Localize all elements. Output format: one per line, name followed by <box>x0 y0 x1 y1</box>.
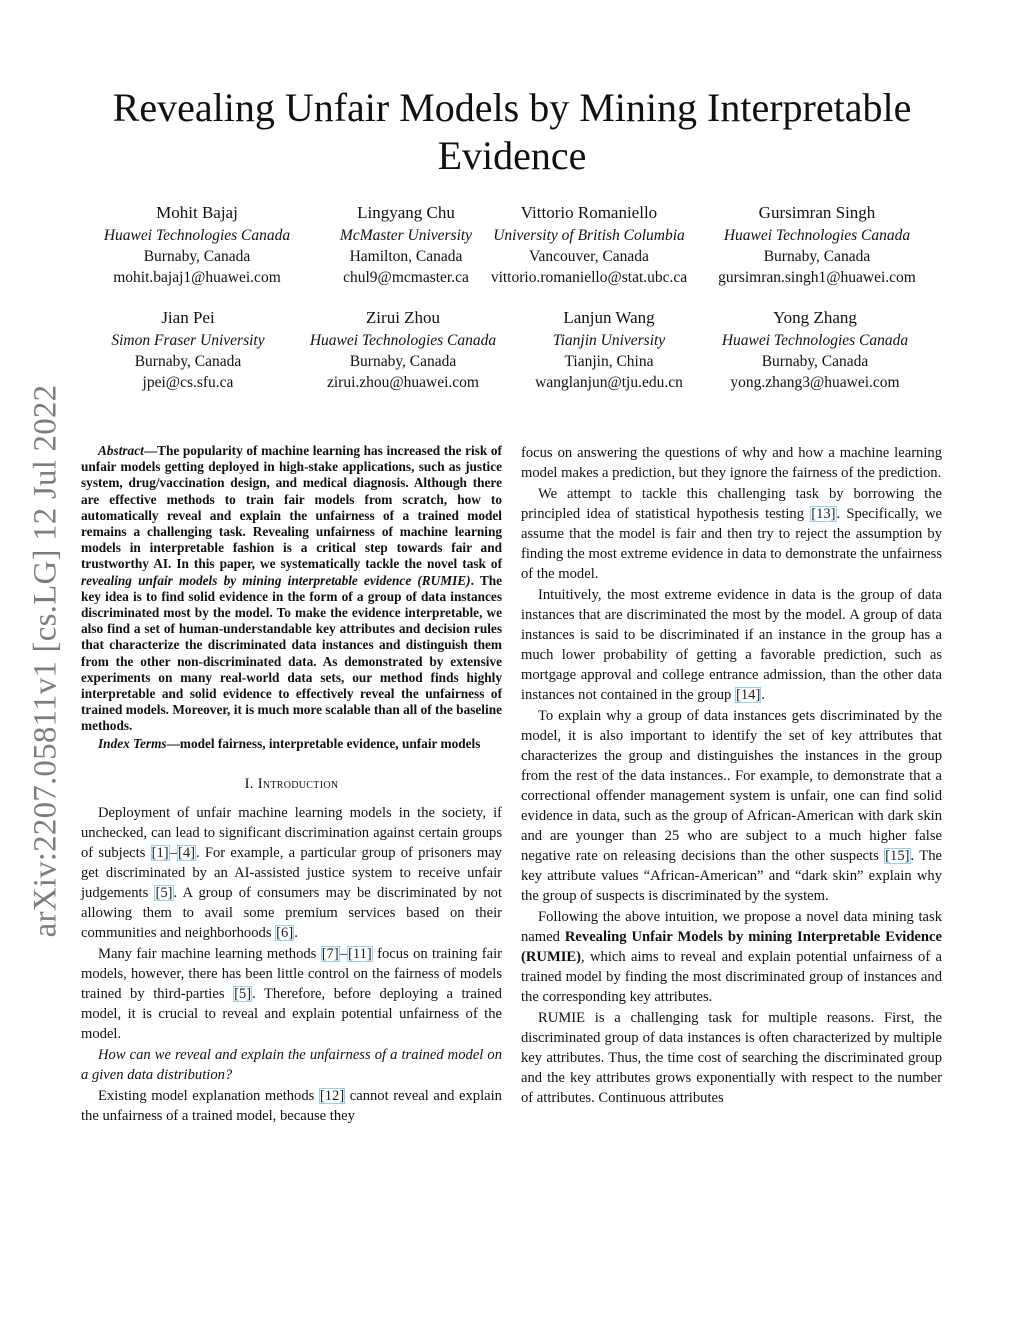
author-block <box>700 306 930 393</box>
paragraph: RUMIE is a challenging task for multiple reasons. First, the discriminated group of data instances is often characterized by multiple key attributes. Thus, the time cost of searching the discriminated group and the key attributes grows exponentially with respect to the number of attributes. Continuous attributes <box>521 1010 942 1106</box>
author-affiliation: McMaster University <box>339 227 473 244</box>
author-name: Yong Zhang <box>773 308 857 327</box>
author-email: jpei@cs.sfu.ca <box>142 374 234 391</box>
paragraph: Many fair machine learning methods [7]–[11] focus on training fair models, however, there has been little control on the fairness of models trained by third-parties [5]. Therefore, before deploying a trained model, it is crucial to reveal and explain potential unfairness of the model. <box>81 945 502 1042</box>
author-name: Lingyang Chu <box>357 203 455 222</box>
author-location: Burnaby, Canada <box>143 248 251 265</box>
citation-link[interactable]: [13] <box>811 506 836 522</box>
author-affiliation: University of British Columbia <box>493 227 685 244</box>
author-email: vittorio.romaniello@stat.ubc.ca <box>490 269 688 286</box>
arxiv-identifier-stamp <box>22 366 70 956</box>
left-column <box>81 443 502 1127</box>
author-location: Burnaby, Canada <box>134 353 242 370</box>
author-block <box>494 306 724 393</box>
paragraph: We attempt to tackle this challenging task by borrowing the principled idea of statistical hypothesis testing [13]. Specifically, we assume that the model is fair and then try to reject the assumption by finding the most extreme evidence in data to demonstrate the unfairness of the model. <box>521 486 942 582</box>
author-block <box>82 201 312 288</box>
author-location: Vancouver, Canada <box>529 248 649 265</box>
author-block <box>702 201 932 288</box>
paper-title: Revealing Unfair Models by Mining Interpretable Evidence <box>112 85 912 178</box>
citation-link[interactable]: [5] <box>155 884 173 901</box>
author-location: Burnaby, Canada <box>763 248 871 265</box>
author-email: gursimran.singh1@huawei.com <box>718 269 916 286</box>
author-name: Lanjun Wang <box>563 308 655 327</box>
citation-link[interactable]: [14] <box>736 687 761 703</box>
task-name: Revealing Unfair Models by mining Interpretable Evidence (RUMIE) <box>521 929 942 965</box>
citation-link[interactable]: [4] <box>177 844 195 861</box>
abstract-label: Abstract <box>98 443 144 458</box>
paragraph: Intuitively, the most extreme evidence in data is the group of data instances that are discriminated the most by the model. A group of data instances is said to be discriminated if an instance in the group has a much lower probability of getting a favorable prediction, such as mortgage approval and college entrance admission, than the other data instances not contained in the group [14]. <box>521 587 942 703</box>
author-location: Hamilton, Canada <box>349 248 463 265</box>
author-name: Zirui Zhou <box>365 308 441 327</box>
citation-link[interactable]: [15] <box>885 848 910 864</box>
author-affiliation: Tianjin University <box>552 332 666 349</box>
citation-link[interactable]: [1] <box>151 844 169 861</box>
paragraph: focus on answering the questions of why and how a machine learning model makes a prediction, but they ignore the fairness of the prediction. <box>521 445 942 481</box>
author-email: chul9@mcmaster.ca <box>343 269 469 286</box>
paragraph: To explain why a group of data instances gets discriminated by the model, it is also important to identify the set of key attributes that characterizes the group and distinguishes the instances in the group from the rest of the data instances.. For example, to demonstrate that a correctional offender management system is unfair, one can find solid evidence in data, such as the group of African-American with dark skin and are younger than 25 who are subject to a much higher false negative rate on releasing decisions than the other suspects [15]. The key attribute values “African-American” and “dark skin” explain why the group of suspects is discriminated by the system. <box>521 708 942 904</box>
paragraph: Existing model explanation methods [12] cannot reveal and explain the unfairness of a trained model, because they <box>81 1087 502 1124</box>
author-name: Gursimran Singh <box>758 203 876 222</box>
author-location: Burnaby, Canada <box>761 353 869 370</box>
citation-link[interactable]: [7] <box>321 945 339 962</box>
citation-link[interactable]: [6] <box>276 924 294 941</box>
research-question: How can we reveal and explain the unfairness of a trained model on a given data distribution? <box>81 1046 502 1083</box>
author-affiliation: Huawei Technologies Canada <box>103 227 291 244</box>
author-name: Mohit Bajaj <box>156 203 238 222</box>
author-block <box>73 306 303 393</box>
author-email: yong.zhang3@huawei.com <box>730 374 900 391</box>
author-email: wanglanjun@tju.edu.cn <box>535 374 683 391</box>
arxiv-identifier-text: arXiv:2207.05811v1 [cs.LG] 12 Jul 2022 <box>27 384 64 938</box>
index-terms: Index Terms—model fairness, interpretable evidence, unfair models <box>98 735 481 751</box>
author-affiliation: Huawei Technologies Canada <box>721 332 909 349</box>
citation-link[interactable]: [5] <box>234 985 252 1002</box>
citation-link[interactable]: [11] <box>348 945 372 962</box>
author-affiliation: Huawei Technologies Canada <box>309 332 497 349</box>
author-affiliation: Huawei Technologies Canada <box>723 227 911 244</box>
author-affiliation: Simon Fraser University <box>111 332 265 349</box>
abstract-emphasis: revealing unfair models by mining interpretable evidence (RUMIE) <box>81 572 471 588</box>
section-heading: I. Introduction <box>244 775 339 792</box>
author-location: Tianjin, China <box>564 353 654 370</box>
author-block <box>288 306 518 393</box>
paragraph: Following the above intuition, we propose a novel data mining task named Revealing Unfair Models by mining Interpretable Evidence (RUMIE), which aims to reveal and explain potential unfairness of a trained model by finding the most discriminated group of instances and the corresponding key attributes. <box>521 909 942 1005</box>
author-email: mohit.bajaj1@huawei.com <box>113 269 281 286</box>
author-name: Vittorio Romaniello <box>520 203 658 222</box>
right-column <box>521 443 942 1109</box>
author-email: zirui.zhou@huawei.com <box>326 374 479 391</box>
citation-link[interactable]: [12] <box>319 1087 345 1104</box>
author-name: Jian Pei <box>161 308 215 327</box>
index-terms-label: Index Terms <box>98 735 167 751</box>
author-block <box>474 201 704 288</box>
abstract: Abstract—The popularity of machine learning has increased the risk of unfair models getting deployed in high-stake applications, such as justice system, drug/vaccination design, and medical diagnosis. Although there are effective methods to train fair models from scratch, how to automatically reveal and explain the unfairness of a trained model remains a challenging task. Revealing unfairness of machine learning models in interpretable fashion is a critical step towards fair and trustworthy AI. In this paper, we systematically tackle the novel task of revealing unfair models by mining interpretable evidence (RUMIE). The key idea is to find solid evidence in the form of a group of data instances discriminated most by the model. To make the evidence interpretable, we also find a set of human-understandable key attributes and decision rules that characterize the discriminated data instances and distinguish them from the other non-discriminated data. As demonstrated by extensive experiments on many real-world data sets, our method finds highly interpretable and solid evidence to effectively reveal the unfairness of trained models. Moreover, it is much more scalable than all of the baseline methods. <box>81 443 502 734</box>
paragraph: Deployment of unfair machine learning models in the society, if unchecked, can lead to significant discrimination against certain groups of subjects [1]–[4]. For example, a particular group of prisoners may get discriminated by an AI-assisted justice system to receive unfair judgements [5]. A group of consumers may be discriminated by not allowing them to avail some premium services based on their communities and neighborhoods [6]. <box>81 804 503 941</box>
author-location: Burnaby, Canada <box>349 353 457 370</box>
